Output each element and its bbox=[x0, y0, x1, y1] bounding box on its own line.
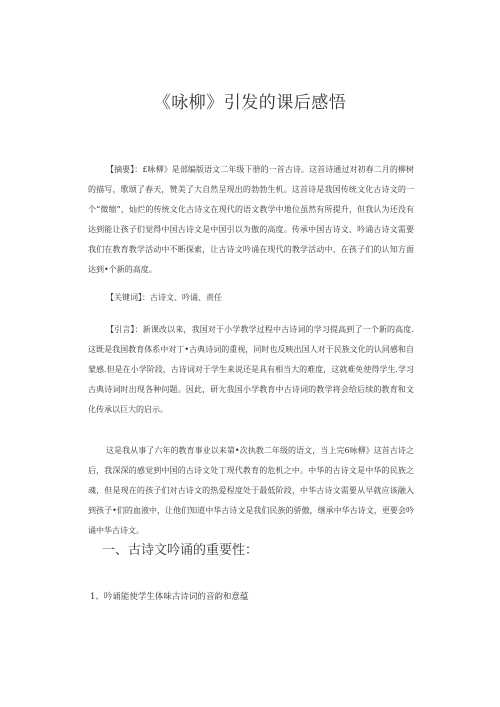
section-heading: 一、古诗文吟诵的重要性： bbox=[102, 543, 259, 558]
subsection-heading: 1、吟诵能使学生体味古诗词的音韵和意蕴 bbox=[90, 592, 249, 602]
abstract-paragraph: 【摘要】：£咏柳》是部编版语文二年级下册的一首古诗。这首诗通过对初春二月的柳树的描写，歌颂了春天，赞美了大自然呈现出的勃勃生机。这首诗是我国传统文化古诗文的一个“微缩”，灿烂的传统文化古诗文在现代的语文教学中地位虽然有所提升，但我认为还没有达到能让孩子们觉得中国古诗文是中国引以为傲的高度。传承中国古诗文、吟诵古诗文需要我们在教育教学活动中不断探索，让古诗文吟诵在现代的教学活动中、在孩子们的认知方面达到•个新的高度。 bbox=[88, 165, 414, 274]
document-title: 《咏柳》引发的课后感悟 bbox=[153, 93, 347, 113]
keywords-paragraph: 【关键词】：古诗文、吟诵、责任 bbox=[106, 293, 222, 302]
body-paragraph: 这是我从事了六年的教育事业以来第•次执教二年级的语文，当上完6咏柳》这首古诗之后，我深深的感觉到中国的古诗文处丁现代教育的危机之中。中华的古诗文是中华的民族之魂，但是现在的孩子们对古诗文的热爱程度处于最低阶段，中华古诗文需要从早就应该融入到孩子•们的血液中，让他们知道中华古诗文是我们民族的骄傲，继承中华古诗文，更要会吟诵中华古诗文。 bbox=[88, 446, 414, 535]
introduction-paragraph: 【引言】：新课改以来，我国对于小学教学过程中古诗词的学习提高到了一个新的高度.这既是我国教育体系中对丁•古典诗词的重视，同时也反映出国人对于民族文化的认同感和自蒙感.但是在小学阶段，古诗词对于学生来说还是具有相当大的难度，这就难免使得学生.学习古典诗词时出现各种问题。因此，研尢我国小学教育中古诗词的教学将会给后续的教育和文化传承以巨大的启示。 bbox=[88, 325, 414, 414]
